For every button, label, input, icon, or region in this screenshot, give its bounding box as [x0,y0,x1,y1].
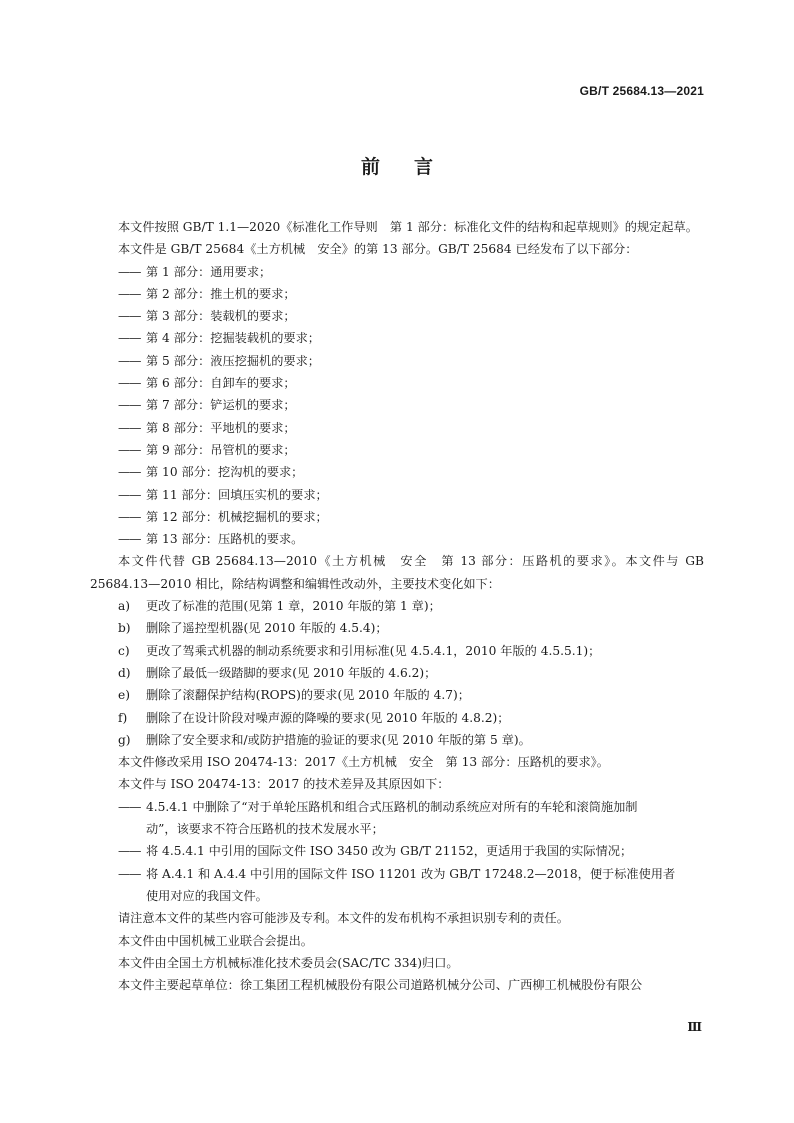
list-item [90,595,704,617]
list-item [90,640,704,662]
list-item: —— 第 13 部分：压路机的要求。 [118,528,704,550]
title-char-1: 前 [360,156,380,178]
foreword-body [90,216,704,996]
changes-list [90,595,704,751]
parts-list [90,261,704,551]
list-item: —— 第 10 部分：挖沟机的要求； [118,461,704,483]
item-label: c) [118,643,130,658]
standard-number: GB/T 25684.13—2021 [579,84,704,98]
list-item: —— 第 6 部分：自卸车的要求； [118,372,704,394]
list-item: —— 第 7 部分：铲运机的要求； [118,394,704,416]
list-item: —— 第 12 部分：机械挖掘机的要求； [118,506,704,528]
paragraph-differences: 本文件与 ISO 20474-13：2017 的技术差异及其原因如下： [118,777,450,792]
page-title [0,152,794,179]
list-item: —— 4.5.4.1 中删除了“对于单轮压路机和组合式压路机的制动系统应对所有的车轮和滚筒施加制 [118,796,704,818]
list-item: —— 第 4 部分：挖掘装载机的要求； [118,327,704,349]
paragraph-administered-by: 本文件由全国土方机械标准化技术委员会(SAC/TC 334)归口。 [118,955,459,970]
paragraph-adoption: 本文件修改采用 ISO 20474-13：2017《土方机械 安全 第 13 部分：压路机的要求》。 [118,755,609,770]
item-text: 删除了安全要求和/或防护措施的验证的要求(见 2010 年版的第 5 章)。 [146,732,531,747]
list-item: —— 第 5 部分：液压挖掘机的要求； [118,350,704,372]
item-label: e) [118,688,130,703]
item-label: d) [118,665,131,680]
paragraph-replaces: 本文件代替 GB 25684.13—2010《土方机械 安全 第 13 部分：压路机的要求》。本文件与 GB 25684.13—2010 相比，除结构调整和编辑性改动外，主要技术变化如下： [90,554,704,591]
page-number: Ⅲ [687,1020,702,1034]
item-label: b) [118,621,131,636]
item-label: f) [118,710,128,725]
item-label: g) [118,732,131,747]
list-item: —— 第 2 部分：推土机的要求； [118,283,704,305]
list-item: —— 第 11 部分：回填压实机的要求； [118,484,704,506]
item-text: 删除了最低一级踏脚的要求(见 2010 年版的 4.6.2)； [146,665,437,680]
title-char-2: 言 [414,156,434,178]
list-item-continuation: 动”，该要求不符合压路机的技术发展水平； [146,822,384,837]
paragraph-drafting-units: 本文件主要起草单位：徐工集团工程机械股份有限公司道路机械分公司、广西柳工机械股份有限公 [118,978,643,993]
list-item [90,617,704,639]
paragraph-patent-notice: 请注意本文件的某些内容可能涉及专利。本文件的发布机构不承担识别专利的责任。 [118,911,569,926]
paragraph-drafting-rules: 本文件按照 GB/T 1.1—2020《标准化工作导则 第 1 部分：标准化文件的结构和起草规则》的规定起草。 [118,220,698,234]
differences-list [90,796,704,907]
list-item: —— 将 A.4.1 和 A.4.4 中引用的国际文件 ISO 11201 改为 GB/T 17248.2—2018，便于标准使用者 [118,863,704,885]
item-text: 删除了遥控型机器(见 2010 年版的 4.5.4)； [146,621,388,636]
paragraph-series-intro: 本文件是 GB/T 25684《土方机械 安全》的第 13 部分。GB/T 25684 已经发布了以下部分： [118,242,638,257]
list-item [90,662,704,684]
list-item [90,684,704,706]
list-item: —— 第 8 部分：平地机的要求； [118,417,704,439]
list-item: —— 第 9 部分：吊管机的要求； [118,439,704,461]
item-text: 更改了标准的范围(见第 1 章，2010 年版的第 1 章)； [146,599,441,614]
list-item-continuation: 使用对应的我国文件。 [146,888,268,903]
item-text: 更改了驾乘式机器的制动系统要求和引用标准(见 4.5.4.1，2010 年版的 4.5.5.1)； [146,643,601,658]
item-text: 删除了在设计阶段对噪声源的降噪的要求(见 2010 年版的 4.8.2)； [146,710,510,725]
list-item [90,729,704,751]
paragraph-proposed-by: 本文件由中国机械工业联合会提出。 [118,933,313,948]
list-item: —— 第 3 部分：装载机的要求； [118,305,704,327]
list-item: —— 将 4.5.4.1 中引用的国际文件 ISO 3450 改为 GB/T 21152，更适用于我国的实际情况； [118,840,704,862]
list-item [90,707,704,729]
list-item: —— 第 1 部分：通用要求； [118,261,704,283]
item-text: 删除了滚翻保护结构(ROPS)的要求(见 2010 年版的 4.7)； [146,688,470,703]
item-label: a) [118,599,131,614]
